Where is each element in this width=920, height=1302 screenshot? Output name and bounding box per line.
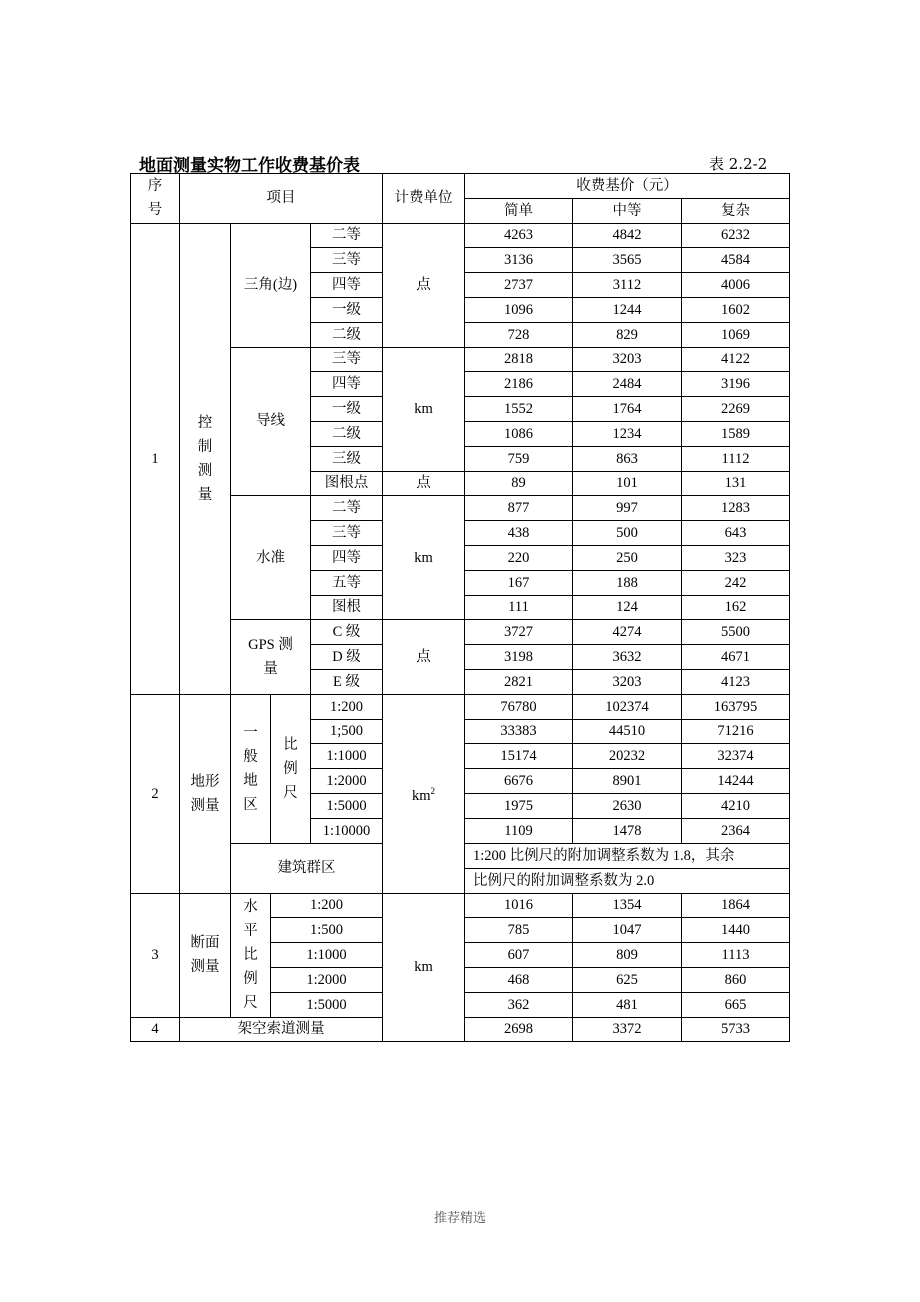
header-seq: 序 号 xyxy=(131,174,180,224)
simple-cell: 3198 xyxy=(465,645,573,670)
simple-cell: 6676 xyxy=(465,769,573,794)
complex-cell: 4210 xyxy=(682,793,790,818)
simple-cell: 2698 xyxy=(465,1017,573,1042)
grade-cell: 图根点 xyxy=(311,471,383,496)
simple-cell: 759 xyxy=(465,446,573,471)
complex-cell: 4671 xyxy=(682,645,790,670)
medium-cell: 3372 xyxy=(573,1017,682,1042)
building-note-line1: 1:200 比例尺的附加调整系数为 1.8，其余 xyxy=(465,843,790,868)
header-medium: 中等 xyxy=(573,198,682,223)
medium-cell: 8901 xyxy=(573,769,682,794)
medium-cell: 809 xyxy=(573,943,682,968)
complex-cell: 2364 xyxy=(682,818,790,843)
complex-cell: 1589 xyxy=(682,421,790,446)
complex-cell: 1864 xyxy=(682,893,790,918)
simple-cell: 2818 xyxy=(465,347,573,372)
grade-cell: 图根 xyxy=(311,595,383,620)
group4-no: 4 xyxy=(131,1017,180,1042)
complex-cell: 1440 xyxy=(682,918,790,943)
building-note-line2: 比例尺的附加调整系数为 2.0 xyxy=(465,868,790,893)
grade-cell: 三等 xyxy=(311,521,383,546)
leveling-unit: km xyxy=(383,496,465,620)
complex-cell: 3196 xyxy=(682,372,790,397)
medium-cell: 101 xyxy=(573,471,682,496)
medium-cell: 1047 xyxy=(573,918,682,943)
medium-cell: 625 xyxy=(573,967,682,992)
medium-cell: 500 xyxy=(573,521,682,546)
simple-cell: 4263 xyxy=(465,223,573,248)
medium-cell: 3112 xyxy=(573,273,682,298)
grade-cell: 三等 xyxy=(311,347,383,372)
complex-cell: 32374 xyxy=(682,744,790,769)
simple-cell: 468 xyxy=(465,967,573,992)
scale-cell: 1:500 xyxy=(271,918,383,943)
simple-cell: 1975 xyxy=(465,793,573,818)
simple-cell: 111 xyxy=(465,595,573,620)
medium-cell: 20232 xyxy=(573,744,682,769)
complex-cell: 1112 xyxy=(682,446,790,471)
medium-cell: 4842 xyxy=(573,223,682,248)
complex-cell: 242 xyxy=(682,570,790,595)
scale-cell: 1;500 xyxy=(311,719,383,744)
medium-cell: 997 xyxy=(573,496,682,521)
scale-cell: 1:200 xyxy=(311,694,383,719)
simple-cell: 220 xyxy=(465,545,573,570)
tupoint-unit: 点 xyxy=(383,471,465,496)
medium-cell: 102374 xyxy=(573,694,682,719)
traverse-unit: km xyxy=(383,347,465,471)
complex-cell: 162 xyxy=(682,595,790,620)
complex-cell: 665 xyxy=(682,992,790,1017)
scale-cell: 1:2000 xyxy=(271,967,383,992)
complex-cell: 860 xyxy=(682,967,790,992)
medium-cell: 1764 xyxy=(573,397,682,422)
table-title: 地面测量实物工作收费基价表 xyxy=(139,156,360,176)
scale-cell: 1:2000 xyxy=(311,769,383,794)
triangulation-unit: 点 xyxy=(383,223,465,347)
grade-cell: 五等 xyxy=(311,570,383,595)
medium-cell: 3632 xyxy=(573,645,682,670)
complex-cell: 1113 xyxy=(682,943,790,968)
building-area-label: 建筑群区 xyxy=(231,843,383,893)
medium-cell: 863 xyxy=(573,446,682,471)
complex-cell: 6232 xyxy=(682,223,790,248)
gps-unit: 点 xyxy=(383,620,465,694)
complex-cell: 71216 xyxy=(682,719,790,744)
complex-cell: 1283 xyxy=(682,496,790,521)
group1-category: 控 制 测 量 xyxy=(180,223,231,694)
grade-cell: 三级 xyxy=(311,446,383,471)
complex-cell: 4584 xyxy=(682,248,790,273)
simple-cell: 89 xyxy=(465,471,573,496)
simple-cell: 76780 xyxy=(465,694,573,719)
simple-cell: 3727 xyxy=(465,620,573,645)
header-complex: 复杂 xyxy=(682,198,790,223)
medium-cell: 3203 xyxy=(573,669,682,694)
simple-cell: 1016 xyxy=(465,893,573,918)
complex-cell: 163795 xyxy=(682,694,790,719)
group3-category: 断面 测量 xyxy=(180,893,231,1017)
simple-cell: 1552 xyxy=(465,397,573,422)
grade-cell: 四等 xyxy=(311,545,383,570)
leveling-label: 水准 xyxy=(231,496,311,620)
complex-cell: 5500 xyxy=(682,620,790,645)
header-row-1 xyxy=(131,174,790,199)
medium-cell: 2630 xyxy=(573,793,682,818)
group1-no: 1 xyxy=(131,223,180,694)
traverse-label: 导线 xyxy=(231,347,311,496)
triangulation-label: 三角(边) xyxy=(231,223,311,347)
complex-cell: 5733 xyxy=(682,1017,790,1042)
simple-cell: 15174 xyxy=(465,744,573,769)
medium-cell: 250 xyxy=(573,545,682,570)
page-footer: 推荐精选 xyxy=(433,1211,486,1226)
header-unit: 计费单位 xyxy=(383,174,465,224)
grade-cell: C 级 xyxy=(311,620,383,645)
grade-cell: 一级 xyxy=(311,397,383,422)
complex-cell: 4122 xyxy=(682,347,790,372)
table-row xyxy=(131,694,790,719)
medium-cell: 481 xyxy=(573,992,682,1017)
grade-cell: E 级 xyxy=(311,669,383,694)
simple-cell: 607 xyxy=(465,943,573,968)
simple-cell: 33383 xyxy=(465,719,573,744)
simple-cell: 877 xyxy=(465,496,573,521)
horizontal-scale-label: 水 平 比 例 尺 xyxy=(231,893,271,1017)
group2-category: 地形 测量 xyxy=(180,694,231,893)
header-item: 项目 xyxy=(180,174,383,224)
scale-label: 比 例 尺 xyxy=(271,694,311,843)
medium-cell: 829 xyxy=(573,322,682,347)
simple-cell: 1109 xyxy=(465,818,573,843)
grade-cell: D 级 xyxy=(311,645,383,670)
complex-cell: 131 xyxy=(682,471,790,496)
scale-cell: 1:5000 xyxy=(271,992,383,1017)
simple-cell: 3136 xyxy=(465,248,573,273)
simple-cell: 1096 xyxy=(465,297,573,322)
simple-cell: 362 xyxy=(465,992,573,1017)
grade-cell: 二级 xyxy=(311,322,383,347)
complex-cell: 643 xyxy=(682,521,790,546)
table-row xyxy=(131,223,790,248)
group3-unit: km xyxy=(383,893,465,1042)
scale-cell: 1:10000 xyxy=(311,818,383,843)
complex-cell: 1069 xyxy=(682,322,790,347)
medium-cell: 2484 xyxy=(573,372,682,397)
complex-cell: 2269 xyxy=(682,397,790,422)
medium-cell: 1478 xyxy=(573,818,682,843)
complex-cell: 1602 xyxy=(682,297,790,322)
group2-no: 2 xyxy=(131,694,180,893)
grade-cell: 二等 xyxy=(311,223,383,248)
simple-cell: 2737 xyxy=(465,273,573,298)
group4-item: 架空索道测量 xyxy=(180,1017,383,1042)
table-number: 表 2.2-2 xyxy=(709,155,768,173)
medium-cell: 44510 xyxy=(573,719,682,744)
medium-cell: 1244 xyxy=(573,297,682,322)
grade-cell: 四等 xyxy=(311,273,383,298)
group3-no: 3 xyxy=(131,893,180,1017)
scale-cell: 1:200 xyxy=(271,893,383,918)
simple-cell: 2186 xyxy=(465,372,573,397)
table-row xyxy=(131,893,790,918)
medium-cell: 188 xyxy=(573,570,682,595)
grade-cell: 一级 xyxy=(311,297,383,322)
medium-cell: 124 xyxy=(573,595,682,620)
grade-cell: 二等 xyxy=(311,496,383,521)
complex-cell: 323 xyxy=(682,545,790,570)
price-table xyxy=(130,173,790,1042)
header-simple: 简单 xyxy=(465,198,573,223)
simple-cell: 438 xyxy=(465,521,573,546)
complex-cell: 4123 xyxy=(682,669,790,694)
simple-cell: 728 xyxy=(465,322,573,347)
simple-cell: 1086 xyxy=(465,421,573,446)
grade-cell: 四等 xyxy=(311,372,383,397)
header-price-group: 收费基价（元） xyxy=(465,174,790,199)
simple-cell: 2821 xyxy=(465,669,573,694)
medium-cell: 3203 xyxy=(573,347,682,372)
medium-cell: 3565 xyxy=(573,248,682,273)
scale-cell: 1:5000 xyxy=(311,793,383,818)
scale-cell: 1:1000 xyxy=(311,744,383,769)
gps-label: GPS 测 量 xyxy=(231,620,311,694)
grade-cell: 三等 xyxy=(311,248,383,273)
complex-cell: 4006 xyxy=(682,273,790,298)
simple-cell: 167 xyxy=(465,570,573,595)
medium-cell: 1234 xyxy=(573,421,682,446)
group2-unit: $km^2$ xyxy=(383,694,465,893)
scale-cell: 1:1000 xyxy=(271,943,383,968)
simple-cell: 785 xyxy=(465,918,573,943)
medium-cell: 4274 xyxy=(573,620,682,645)
complex-cell: 14244 xyxy=(682,769,790,794)
grade-cell: 二级 xyxy=(311,421,383,446)
general-area-label: 一 般 地 区 xyxy=(231,694,271,843)
medium-cell: 1354 xyxy=(573,893,682,918)
